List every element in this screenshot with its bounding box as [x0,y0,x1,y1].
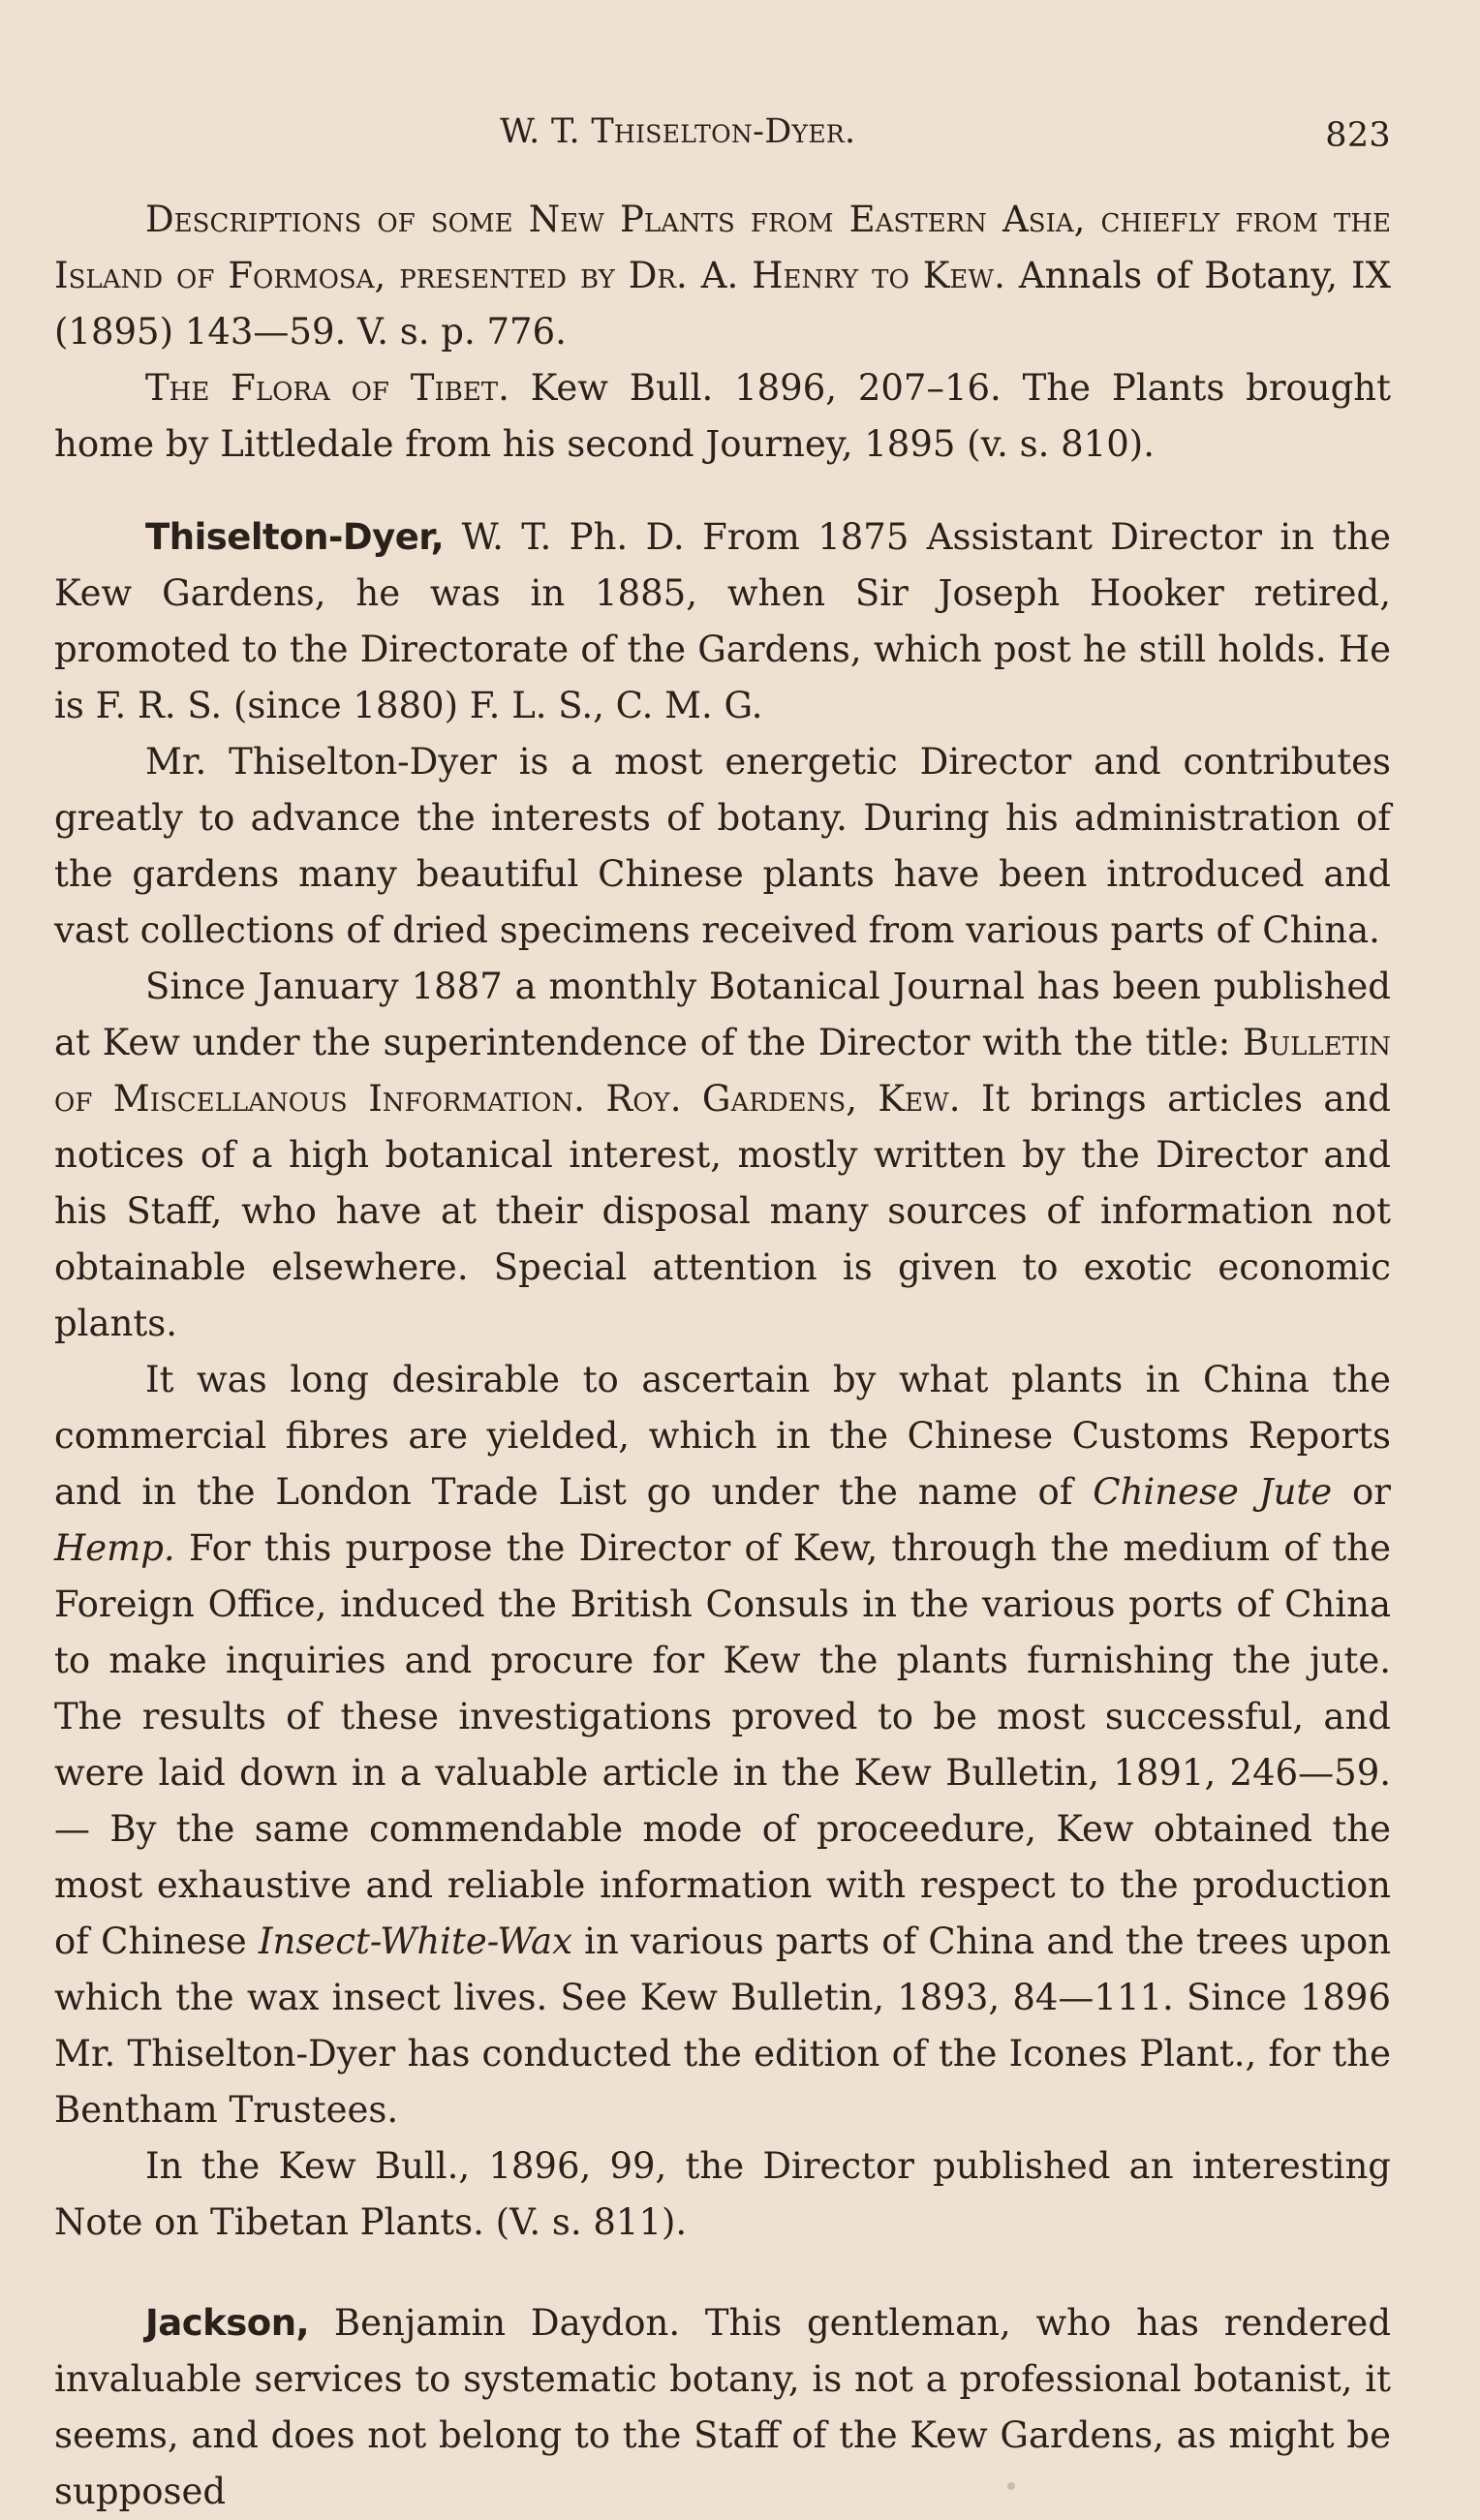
journal-title: Bulletin of Miscellanous Information. Roy. Gardens, Kew. [54,1022,1391,1120]
jackson-intro [54,2295,1391,2520]
biography-text: Benjamin Daydon. This gentleman, who has rendered invaluable services to systematic botany, is not a professional botanist, it seems, and does not belong to the Staff of the Kew Gardens, as might be supposed [54,2302,1392,2512]
running-title: W. T. Thiselton-Dyer. [500,112,856,151]
thiselton-intro [54,509,1391,734]
paragraph-text: or [1352,1471,1391,1513]
biography-text: W. T. Ph. D. From 1875 Assistant Director in the Kew Gardens, he was in 1885, when Sir Joseph Hooker retired, promoted to the Directorate of the Gardens, which post he still holds. He is F. R. S. (since 1880) F. L. S., C. M. G. [54,516,1391,726]
thiselton-paragraph-4 [54,1352,1391,2138]
paper-speck [1007,2482,1015,2490]
paragraph-text: For this purpose the Director of Kew, through the medium of the Foreign Office, induced the British Consuls in the various ports of China to make inquiries and procure for Kew the plants furnishing the jute. The results of these investigations proved to be most successful, and were laid down in a valuable article in the Kew Bulletin, 1891, 246—59. — By the same commendable mode of proceedure, Kew obtained the most exhaustive and reliable information with respect to the production of Chinese [54,1527,1391,1962]
biography-name: Thiselton-Dyer, [145,516,445,558]
page-header [54,108,1391,167]
entry-text: Kew Bull. 1896, 207–16. The Plants brought home by Littledale from his second Journey, 1895 (v. s. 810). [54,367,1392,465]
entry-title: Descriptions of some New Plants from Eastern Asia, chiefly from the Island of Formosa, presented by Dr. A. Henry to Kew. [54,199,1391,296]
thiselton-paragraph-5: In the Kew Bull., 1896, 99, the Director published an interesting Note on Tibetan Plants. (V. s. 811). [54,2145,1391,2243]
biography-name: Jackson, [145,2302,310,2344]
entry-citation: Annals of Botany, IX (1895) 143—59. V. s. p. 776. [54,255,1391,353]
italic-term: Chinese Jute [1093,1471,1333,1513]
entry-descriptions [54,192,1391,360]
entry-flora-tibet [54,360,1391,473]
italic-term: Hemp. [54,1527,175,1569]
page-number: 823 [1325,116,1391,155]
entry-title: The Flora of Tibet. [145,367,509,409]
page-body [54,192,1391,2520]
paragraph-text: in various parts of China and the trees upon which the wax insect lives. See Kew Bulletin, 1893, 84—111. Since 1896 Mr. Thiselton-Dyer has conducted the edition of the Icones Plant., for the Bentham Trustees. [54,1921,1391,2131]
paragraph-text: Since January 1887 a monthly Botanical Journal has been published at Kew under the superintendence of the Director with the title: [54,966,1391,1063]
paragraph-text: It was long desirable to ascertain by what plants in China the commercial fibres are yielded, which in the Chinese Customs Reports and in the London Trade List go under the name of [54,1359,1391,1513]
paragraph-text: It brings articles and notices of a high botanical interest, mostly written by the Director and his Staff, who have at their disposal many sources of information not obtainable elsewhere. Special attention is given to exotic economic plants. [54,1078,1391,1344]
thiselton-paragraph-2: Mr. Thiselton-Dyer is a most energetic Director and contributes greatly to advance the interests of botany. During his administration of the gardens many beautiful Chinese plants have been introduced and vast collections of dried specimens received from various parts of China. [54,741,1391,951]
thiselton-paragraph-3 [54,959,1391,1352]
italic-term: Insect-White-Wax [258,1921,572,1962]
